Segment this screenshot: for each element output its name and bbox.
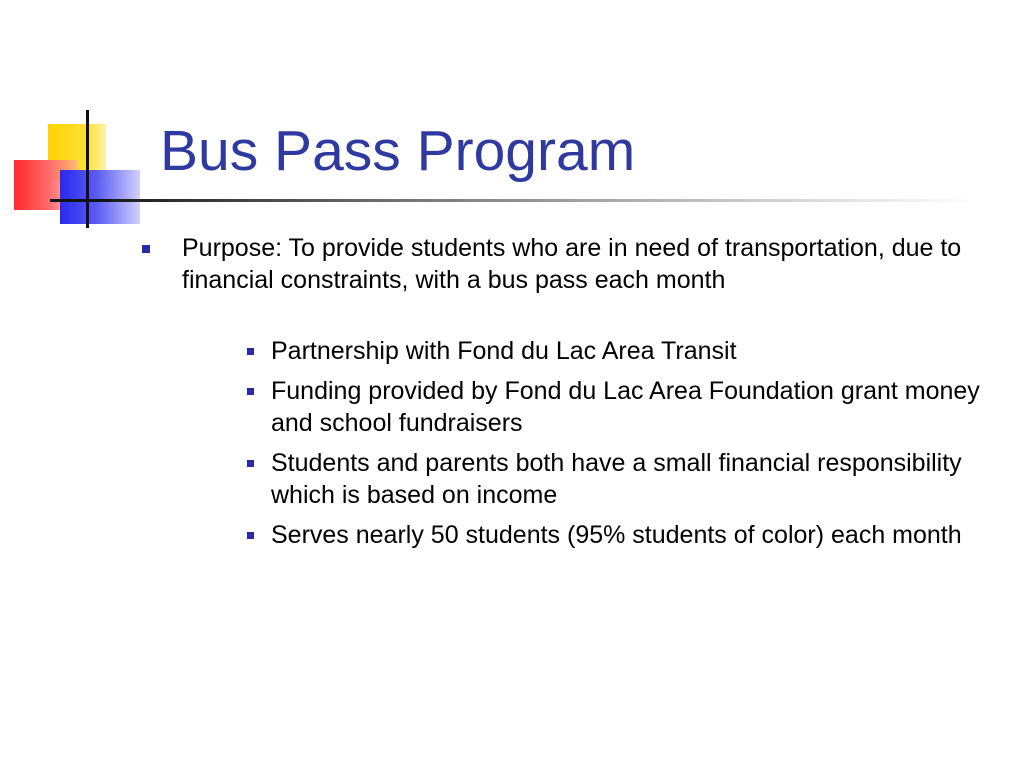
bullet-text: Purpose: To provide students who are in need of transportation, due to financial constraints, with a bus pass each month	[182, 234, 962, 294]
sub-bullet-item-serves	[271, 519, 991, 551]
bullet-text: Partnership with Fond du Lac Area Transit	[271, 337, 737, 365]
bullet-square-icon	[247, 388, 254, 395]
sub-bullet-item-funding	[271, 375, 991, 439]
bullet-item-purpose	[182, 232, 972, 296]
title-underline	[110, 199, 980, 202]
bullet-text: Serves nearly 50 students (95% students of color) each month	[271, 521, 962, 549]
blue-square	[60, 170, 140, 224]
horizontal-line	[50, 199, 110, 202]
bullet-square-icon	[142, 245, 150, 253]
bullet-text: Funding provided by Fond du Lac Area Foundation grant money and school fundraisers	[271, 377, 980, 437]
bullet-square-icon	[247, 348, 254, 355]
bullet-text: Students and parents both have a small financial responsibility which is based on income	[271, 449, 962, 509]
sub-bullet-item-partnership	[271, 335, 991, 367]
sub-bullet-item-responsibility	[271, 447, 991, 511]
slide-title: Bus Pass Program	[160, 119, 636, 183]
bullet-square-icon	[247, 460, 254, 467]
decorative-logo-blocks	[0, 0, 160, 240]
vertical-line	[86, 110, 89, 228]
bullet-square-icon	[247, 532, 254, 539]
